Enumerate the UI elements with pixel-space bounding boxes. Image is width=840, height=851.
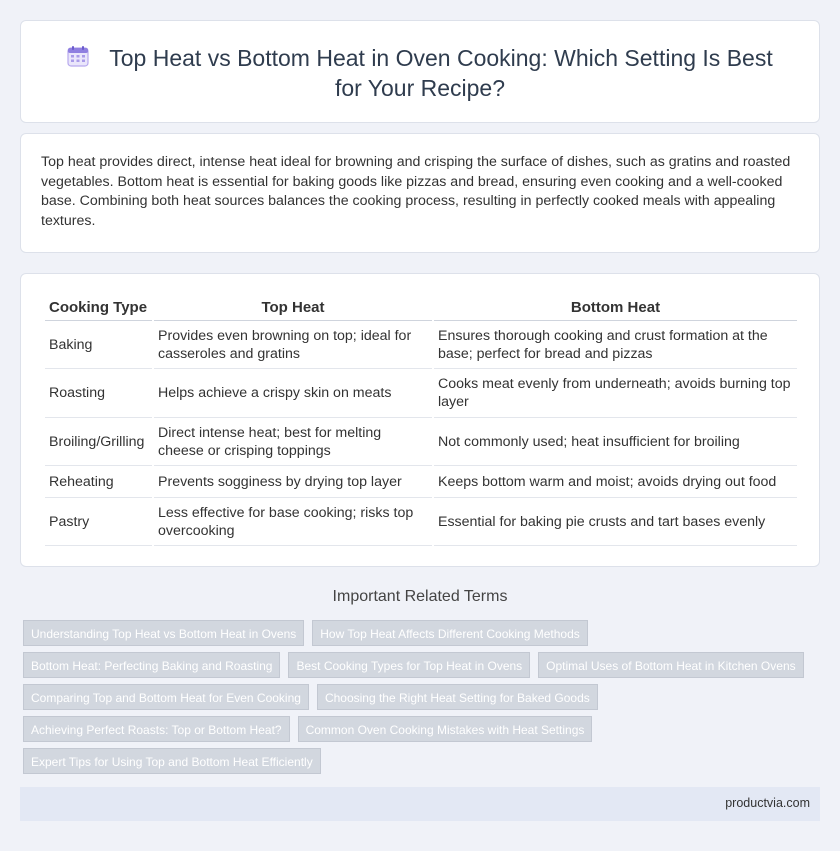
title-card [20, 20, 820, 123]
table-row [45, 321, 797, 369]
table-cell: Baking [45, 321, 152, 369]
intro-paragraph: Top heat provides direct, intense heat ideal for browning and crisping the surface of dishes, such as gratins and roasted vegetables. Bottom heat is essential for baking goods like pizzas and bread, ensuring even cooking and a well-cooked base. Combining both heat sources balances the cooking process, resulting in perfectly cooked meals with appealing textures. [41, 154, 791, 229]
table-row [45, 466, 797, 498]
table-cell: Pastry [45, 498, 152, 546]
comparison-table [43, 295, 799, 546]
column-header-cooking-type: Cooking Type [45, 295, 152, 321]
table-cell: Not commonly used; heat insufficient for broiling [434, 418, 797, 466]
intro-card [20, 133, 820, 253]
related-terms-list [23, 620, 823, 780]
table-cell: Essential for baking pie crusts and tart bases evenly [434, 498, 797, 546]
page-title [61, 43, 779, 103]
table-row [45, 369, 797, 418]
related-term-link[interactable]: Understanding Top Heat vs Bottom Heat in Ovens [23, 620, 304, 646]
footer-site-link[interactable]: productvia.com [725, 796, 810, 810]
table-row [45, 498, 797, 546]
table-cell: Less effective for base cooking; risks top overcooking [154, 498, 432, 546]
page-title-text: Top Heat vs Bottom Heat in Oven Cooking: Which Setting Is Best for Your Recipe? [109, 45, 773, 101]
table-cell: Cooks meat evenly from underneath; avoids burning top layer [434, 369, 797, 418]
related-term-link[interactable]: Achieving Perfect Roasts: Top or Bottom Heat? [23, 716, 290, 742]
footer [20, 787, 820, 821]
column-header-bottom-heat: Bottom Heat [434, 295, 797, 321]
table-row [45, 418, 797, 466]
table-cell: Prevents sogginess by drying top layer [154, 466, 432, 498]
table-cell: Ensures thorough cooking and crust formation at the base; perfect for bread and pizzas [434, 321, 797, 369]
page-header [21, 43, 819, 103]
comparison-card [20, 273, 820, 567]
table-cell: Keeps bottom warm and moist; avoids drying out food [434, 466, 797, 498]
table-cell: Direct intense heat; best for melting cheese or crisping toppings [154, 418, 432, 466]
calendar-icon [67, 45, 89, 67]
table-cell: Broiling/Grilling [45, 418, 152, 466]
table-cell: Roasting [45, 369, 152, 418]
column-header-top-heat: Top Heat [154, 295, 432, 321]
related-term-link[interactable]: Comparing Top and Bottom Heat for Even Cooking [23, 684, 309, 710]
related-term-link[interactable]: Common Oven Cooking Mistakes with Heat Settings [298, 716, 593, 742]
related-term-link[interactable]: Expert Tips for Using Top and Bottom Heat Efficiently [23, 748, 321, 774]
table-cell: Reheating [45, 466, 152, 498]
table-header-row [45, 295, 797, 321]
related-term-link[interactable]: Best Cooking Types for Top Heat in Ovens [288, 652, 530, 678]
related-term-link[interactable]: Optimal Uses of Bottom Heat in Kitchen Ovens [538, 652, 803, 678]
table-cell: Helps achieve a crispy skin on meats [154, 369, 432, 418]
related-terms-heading: Important Related Terms [332, 588, 508, 605]
related-term-link[interactable]: Choosing the Right Heat Setting for Baked Goods [317, 684, 598, 710]
related-term-link[interactable]: How Top Heat Affects Different Cooking Methods [312, 620, 587, 646]
related-term-link[interactable]: Bottom Heat: Perfecting Baking and Roasting [23, 652, 280, 678]
table-cell: Provides even browning on top; ideal for casseroles and gratins [154, 321, 432, 369]
